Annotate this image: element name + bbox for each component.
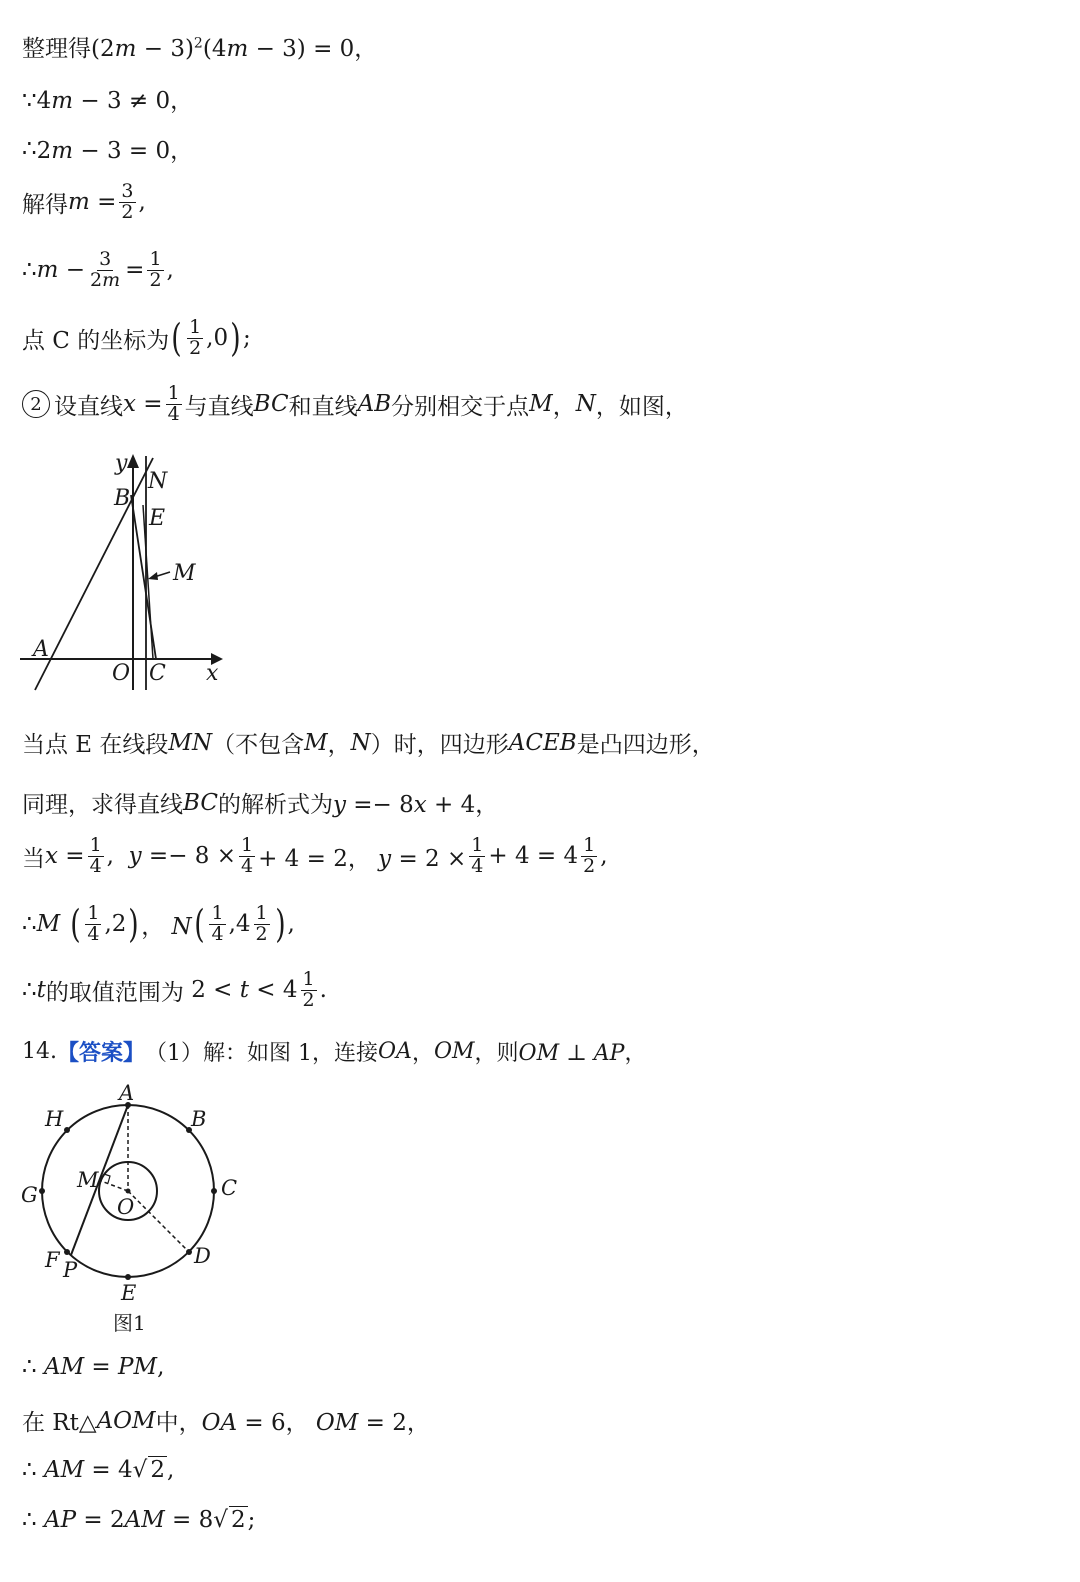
- segment-om: [101, 1181, 128, 1191]
- text: 和直线: [288, 393, 358, 420]
- circled-number: 2: [22, 390, 50, 418]
- line-11: ∴M ( $\frac{1}{4}$ ,2 ) ， N ( $\frac{1}{4}$ ,4 $\frac{1}{2}$ ) ,: [22, 902, 295, 947]
- fraction: $\frac{1}{2}$: [149, 248, 162, 291]
- text: 设直线: [54, 393, 123, 420]
- fraction: $\frac{3}{2}$: [121, 180, 134, 223]
- point-e: [125, 1274, 131, 1280]
- line-15: 在 Rt△ AOM 中， OA = 6， OM = 2，: [22, 1404, 430, 1437]
- figure-caption: 图1: [113, 1311, 146, 1335]
- text: 当点 E 在线段: [22, 732, 169, 758]
- text: 是凸四边形，: [576, 732, 715, 758]
- therefore-symbol: ∴: [22, 135, 37, 162]
- text: （不包含: [212, 732, 305, 758]
- math: $(2m - 3)^2(4m - 3) = 0$，: [91, 35, 378, 62]
- line-8: 当点 E 在线段 MN （不包含 M ， N ）时，四边形 ACEB 是凸四边形，: [22, 726, 715, 759]
- label-n: N: [148, 469, 168, 494]
- label-o: O: [112, 661, 131, 686]
- point-d: [186, 1249, 192, 1255]
- line-9: 同理，求得直线 BC 的解析式为 y =− 8x + 4，: [22, 786, 498, 819]
- label-c: C: [149, 661, 166, 686]
- y-axis-arrow: [127, 454, 139, 468]
- label-e: E: [121, 1281, 137, 1305]
- label-a: A: [119, 1081, 135, 1105]
- label-m: M: [173, 561, 196, 586]
- text: 整理得: [22, 36, 91, 62]
- line-2: [22, 82, 193, 115]
- line-12: ∴t 的取值范围为 2 < t < 4 $\frac{1}{2}$ .: [22, 968, 327, 1011]
- line-3: [22, 132, 193, 165]
- label-x: x: [206, 661, 219, 686]
- point-h: [64, 1127, 70, 1133]
- label-m: M: [77, 1168, 99, 1192]
- point-c: [211, 1188, 217, 1194]
- text: ）时，四边形: [370, 732, 509, 758]
- line-5: ∴m − $\frac{3}{2m}$ = $\frac{1}{2}$ ,: [22, 248, 174, 291]
- answer-tag: 【答案】: [57, 1040, 146, 1066]
- text: 当: [22, 845, 45, 872]
- text: 在 Rt△: [22, 1410, 97, 1436]
- label-p: P: [63, 1258, 78, 1282]
- line-1: [22, 30, 377, 63]
- label-d: D: [194, 1244, 211, 1268]
- text: ，如图，: [595, 393, 688, 420]
- fraction: $\frac{1}{4}$: [167, 382, 180, 425]
- label-b: B: [114, 486, 131, 511]
- text: 点 C 的坐标为: [22, 327, 170, 354]
- point-g: [39, 1188, 45, 1194]
- line-4: 解得 m = $\frac{3}{2}$ ,: [22, 180, 146, 223]
- question-number: 14.: [22, 1039, 57, 1064]
- label-a: A: [33, 637, 49, 662]
- line-14: ∴ AM = PM,: [22, 1354, 165, 1380]
- figure-circles: [15, 1080, 255, 1345]
- line-ab: [35, 458, 153, 690]
- fraction: $\frac{1}{2}$: [189, 316, 202, 359]
- math: ∵4m − 3 ≠ 0，: [22, 88, 194, 114]
- label-c: C: [221, 1176, 238, 1200]
- label-o: O: [117, 1195, 135, 1219]
- text: 与直线: [184, 393, 254, 420]
- line-6: 点 C 的坐标为 ( $\frac{1}{2}$ ,0 ) ;: [22, 316, 251, 361]
- math: ∴m −: [22, 257, 86, 284]
- line-16: ∴ AM = 4√ 2,: [22, 1457, 175, 1483]
- text: 中，: [155, 1410, 202, 1436]
- math: 2m − 3 = 0，: [36, 138, 194, 164]
- label-b: B: [191, 1107, 207, 1131]
- line-13: 14. 【答案】 （1）解：如图 1，连接 OA ， OM ，则 OM ⊥ AP，: [22, 1036, 647, 1067]
- text: 的解析式为: [217, 792, 333, 818]
- segment-od: [128, 1191, 189, 1252]
- text: 解得: [22, 191, 68, 218]
- text: 的取值范围为: [45, 979, 184, 1006]
- label-y: y: [115, 451, 128, 476]
- figure-coordinate-sketch: [15, 450, 235, 700]
- text: ，则: [474, 1041, 519, 1066]
- point-f: [64, 1249, 70, 1255]
- label-e: E: [149, 506, 166, 531]
- arrow-m-head: [148, 572, 158, 580]
- text: 分别相交于点: [391, 393, 530, 420]
- text: （1）解：如图 1，连接: [145, 1041, 379, 1066]
- label-g: G: [21, 1183, 38, 1207]
- label-h: H: [45, 1107, 64, 1131]
- math: m =: [68, 189, 117, 216]
- line-17: ∴ AP = 2AM = 8√ 2;: [22, 1507, 256, 1533]
- line-10: 当 x = $\frac{1}{4}$ , y =− 8 × $\frac{1}{4}$ + 4 = 2， y = 2 × $\frac{1}{4}$ + 4 = 4 $\frac{1}{2}$ ,: [22, 834, 608, 877]
- point-o: [126, 1189, 131, 1194]
- line-7: 2 设直线 x = $\frac{1}{4}$ 与直线 BC 和直线 AB 分别相交于点 M ， N ，如图，: [22, 384, 688, 425]
- label-f: F: [45, 1248, 60, 1272]
- text: 同理，求得直线: [22, 792, 183, 818]
- fraction: $\frac{3}{2m}$: [90, 248, 121, 291]
